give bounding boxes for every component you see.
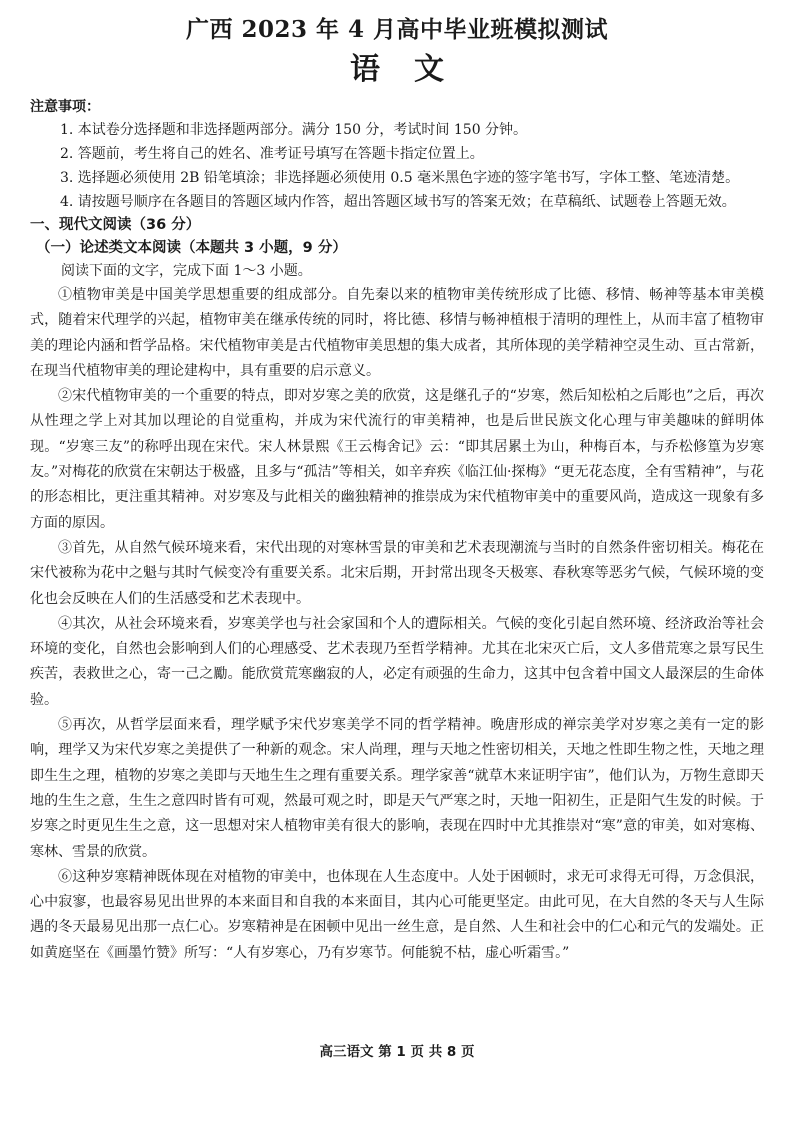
passage-paragraph: ⑥这种岁寒精神既体现在对植物的审美中，也体现在人生态度中。人处于困顿时，求无可求得无可得，万念俱泯，心中寂寥，也最容易见出世界的本来面目和自我的本来面目，其内心可能更坚定。由此可见，在大自然的冬天与人生际遇的冬天最易见出那一点仁心。岁寒精神是在困顿中见出一丝生意，是自然、人生和社会中的仁心和元气的发端处。正如黄庭坚在《画墨竹赞》所写：“人有岁寒心，乃有岁寒节。何能貌不枯，虚心听霜雪。” <box>30 868 764 961</box>
notice-item: 4. 请按题号顺序在各题目的答题区域内作答，超出答题区域书写的答案无效；在草稿纸、试题卷上答题无效。 <box>60 194 736 210</box>
section-heading: 一、现代文阅读（36 分） <box>30 217 201 233</box>
passage-paragraph: ③首先，从自然气候环境来看，宋代出现的对寒林雪景的审美和艺术表现潮流与当时的自然条件密切相关。梅花在宋代被称为花中之魁与其时气候变冷有重要关系。北宋后期，开封常出现冬天极寒、春秋寒等恶劣气候，气候环境的变化也会反映在人们的生活感受和艺术表现中。 <box>30 539 764 607</box>
notice-heading: 注意事项： <box>30 99 100 115</box>
subsection-heading: （一）论述类文本阅读（本题共 3 小题，9 分） <box>36 240 347 256</box>
notice-item: 3. 选择题必须使用 2B 铅笔填涂；非选择题必须使用 0.5 毫米黑色字迹的签字笔书写，字体工整、笔迹清楚。 <box>60 170 740 186</box>
passage-paragraph: ④其次，从社会环境来看，岁寒美学也与社会家国和个人的遭际相关。气候的变化引起自然环境、经济政治等社会环境的变化，自然也会影响到人们的心理感受、艺术表现乃至哲学精神。尤其在北宋灭亡后，文人多借荒寒之景写民生疾苦，表救世之心，寄一己之勵。能欣赏荒寒幽寂的人，必定有顽强的生命力，这其中包含着中国文人最深层的生命体验。 <box>30 615 764 708</box>
subject-title: 语文 <box>350 52 478 87</box>
passage-paragraph: ①植物审美是中国美学思想重要的组成部分。自先秦以来的植物审美传统形成了比德、移情、畅神等基本审美模式，随着宋代理学的兴起，植物审美在继承传统的同时，将比德、移情与畅神植根于清明的理性上，从而丰富了植物审美的理论内涵和哲学品格。宋代植物审美是古代植物审美思想的集大成者，其所体现的美学精神空灵生动、亘古常新，在现当代植物审美的理论建构中，具有重要的启示意义。 <box>30 287 764 379</box>
notice-item: 1. 本试卷分选择题和非选择题两部分。满分 150 分，考试时间 150 分钟。 <box>60 122 528 138</box>
exam-title: 广西 2023 年 4 月高中毕业班模拟测试 <box>185 16 609 43</box>
notice-item: 2. 答题前，考生将自己的姓名、准考证号填写在答题卡指定位置上。 <box>60 146 484 162</box>
passage-paragraph: ②宋代植物审美的一个重要的特点，即对岁寒之美的欣赏，这是继孔子的“岁寒，然后知松柏之后彫也”之后，再次从性理之学上对其加以理论的自觉重构，并成为宋代流行的审美精神，也是后世民族文化心理与审美趣味的鲜明体现。“岁寒三友”的称呼出现在宋代。宋人林景熙《王云梅舍记》云：“即其居累土为山，种梅百本，与乔松修篁为岁寒友。”对梅花的欣赏在宋朝达于极盛，且多与“孤洁”等相关，如辛弃疾《临江仙·探梅》“更无花态度，全有雪精神”，与花的形态相比，更注重其精神。对岁寒及与此相关的幽独精神的推崇成为宋代植物审美中的重要风尚，造成这一现象有多方面的原因。 <box>30 388 764 531</box>
notice-list <box>60 118 764 214</box>
reading-instruction: 阅读下面的文字，完成下面 1～3 小题。 <box>61 263 312 279</box>
page-footer: 高三语文 第 1 页 共 8 页 <box>319 1044 475 1060</box>
passage-paragraph: ⑤再次，从哲学层面来看，理学赋予宋代岁寒美学不同的哲学精神。晚唐形成的禅宗美学对岁寒之美有一定的影响，理学又为宋代岁寒之美提供了一种新的观念。宋人尚理，理与天地之性密切相关，天地之性即生物之性，天地之理即生生之理，植物的岁寒之美即与天地生生之理有重要关系。理学家善“就草木来证明宇宙”，他们认为，万物生意即天地的生生之意，生生之意四时皆有可观，然最可观之时，即是天气严寒之时，天地一阳初生，正是阳气生发的时候。于岁寒之时更见生生之意，这一思想对宋人植物审美有很大的影响，表现在四时中尤其推崇对“寒”意的审美，如对寒梅、寒林、雪景的欣赏。 <box>30 717 764 860</box>
